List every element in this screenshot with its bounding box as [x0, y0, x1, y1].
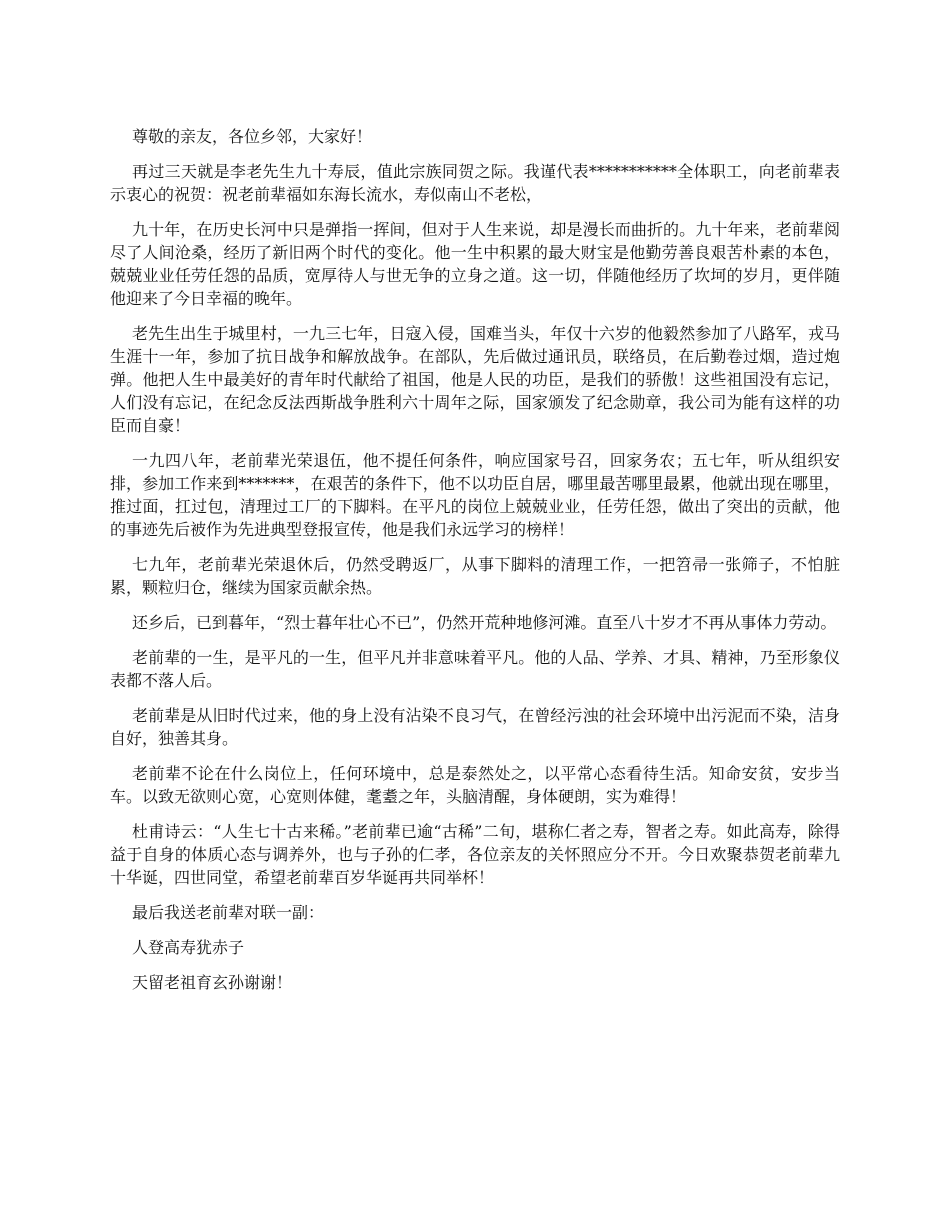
ninety-years-paragraph: 九十年，在历史长河中只是弹指一挥间，但对于人生来说，却是漫长而曲折的。九十年来，老前辈阅尽了人间沧桑，经历了新旧两个时代的变化。他一生中积累的最大财宝是他勤劳善良艰苦朴素的本色，兢兢业业任劳任怨的品质，宽厚待人与世无争的立身之道。这一切，伴随他经历了坎坷的岁月，更伴随他迎来了今日幸福的晚年。 — [110, 220, 840, 308]
longevity-paragraph: 杜甫诗云：“人生七十古来稀。”老前辈已逾“古稀”二旬，堪称仁者之寿，智者之寿。如此高寿，除得益于自身的体质心态与调养外，也与子孙的仁孝，各位亲友的关怀照应分不开。今日欢聚恭贺老前辈九十华诞，四世同堂，希望老前辈百岁华诞再共同举杯！ — [110, 822, 840, 887]
military-service-paragraph: 老先生出生于城里村，一九三七年，日寇入侵，国难当头，年仅十六岁的他毅然参加了八路军，戎马生涯十一年，参加了抗日战争和解放战争。在部队，先后做过通讯员，联络员，在后勤卷过烟，造过炮弹。他把人生中最美好的青年时代献给了祖国，他是人民的功臣，是我们的骄傲！这些祖国没有忘记，人们没有忘记，在纪念反法西斯战争胜利六十周年之际，国家颁发了纪念勋章，我公司为能有这样的功臣而自豪！ — [110, 324, 840, 435]
couplet-intro-paragraph: 最后我送老前辈对联一副： — [132, 903, 325, 922]
congratulation-paragraph: 再过三天就是李老先生九十寿辰，值此宗族同贺之际。我谨代表***********全体职工，向老前辈表示衷心的祝贺：祝老前辈福如东海长流水，寿似南山不老松， — [110, 162, 840, 204]
attitude-paragraph: 老前辈不论在什么岗位上，任何环境中，总是泰然处之，以平常心态看待生活。知命安贫，安步当车。以致无欲则心宽，心宽则体健，耄耋之年，头脑清醒，身体硬朗，实为难得！ — [110, 764, 840, 806]
return-home-paragraph: 还乡后，已到暮年，“烈士暮年壮心不已”，仍然开荒种地修河滩。直至八十岁才不再从事体力劳动。 — [132, 613, 837, 632]
document-body — [110, 125, 840, 1006]
work-history-paragraph: 一九四八年，老前辈光荣退伍，他不提任何条件，响应国家号召，回家务农；五七年，听从组织安排，参加工作来到*******，在艰苦的条件下，他不以功臣自居，哪里最苦哪里最累，他就出现在哪里，推过面，扛过包，清理过工厂的下脚料。在平凡的岗位上兢兢业业，任劳任怨，做出了突出的贡献，他的事迹先后被作为先进典型登报宣传，他是我们永远学习的榜样！ — [110, 451, 840, 539]
ordinary-life-paragraph: 老前辈的一生，是平凡的一生，但平凡并非意味着平凡。他的人品、学养、才具、精神，乃至形象仪表都不落人后。 — [110, 648, 840, 690]
greeting-paragraph: 尊敬的亲友，各位乡邻，大家好！ — [132, 127, 373, 146]
couplet-line-1: 人登高寿犹赤子 — [132, 938, 245, 957]
couplet-line-2: 天留老祖育玄孙谢谢！ — [132, 973, 293, 992]
integrity-paragraph: 老前辈是从旧时代过来，他的身上没有沾染不良习气，在曾经污浊的社会环境中出污泥而不染，洁身自好，独善其身。 — [110, 706, 840, 748]
retirement-paragraph: 七九年，老前辈光荣退休后，仍然受聘返厂，从事下脚料的清理工作，一把笤帚一张筛子，不怕脏累，颗粒归仓，继续为国家贡献余热。 — [110, 555, 840, 597]
